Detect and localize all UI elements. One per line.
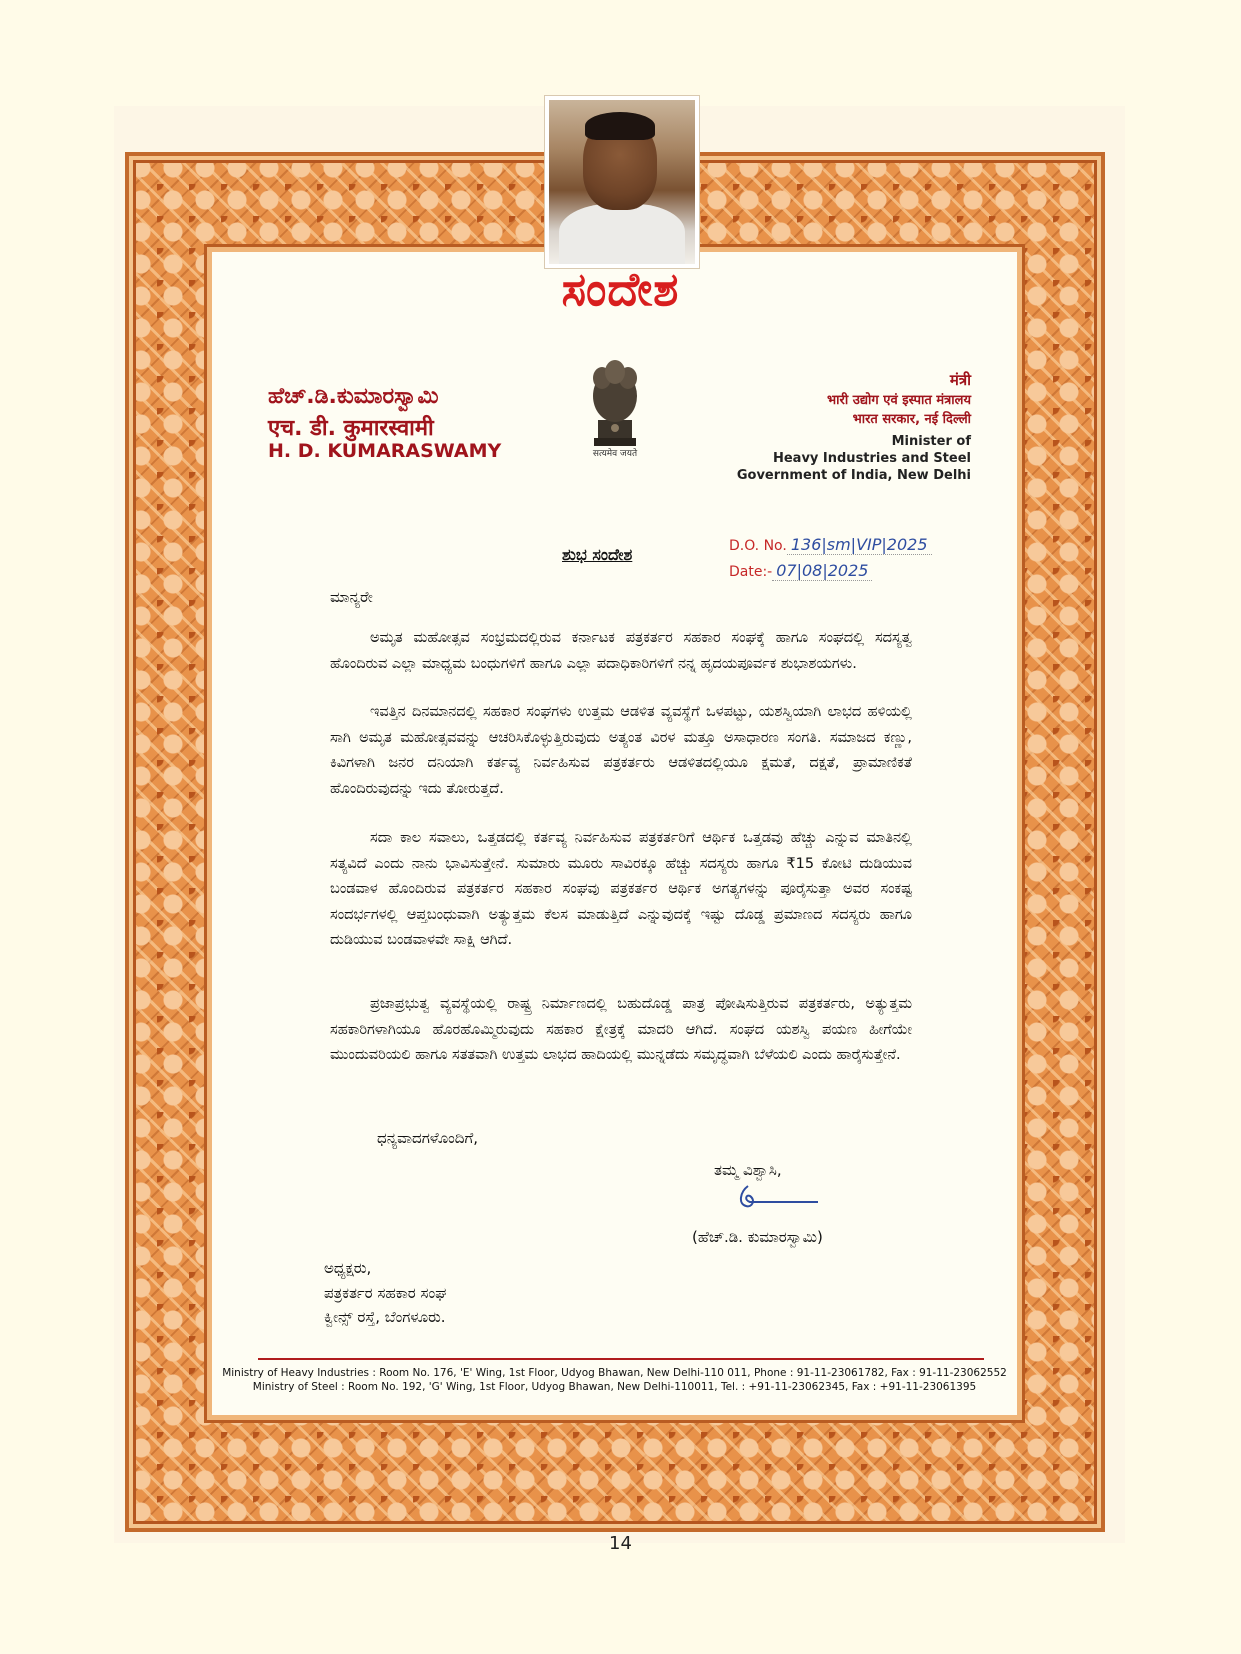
closing-line: ಧನ್ಯವಾದಗಳೊಂದಿಗೆ, [377,1129,478,1147]
paragraph: ಸದಾ ಕಾಲ ಸವಾಲು, ಒತ್ತಡದಲ್ಲಿ ಕರ್ತವ್ಯ ನಿರ್ವಹಿಸುವ ಪತ್ರಕರ್ತರಿಗೆ ಆರ್ಥಿಕ ಒತ್ತಡವು ಹೆಚ್ಚು ಎನ್ನುವ ಮಾತಿನಲ್ಲಿ ಸತ್ಯವಿದೆ ಎಂದು ನಾನು ಭಾವಿಸುತ್ತೇನೆ. ಸುಮಾರು ಮೂರು ಸಾವಿರಕ್ಕೂ ಹೆಚ್ಚು ಸದಸ್ಯರು ಹಾಗೂ ₹15 ಕೋಟಿ ದುಡಿಯುವ ಬಂಡವಾಳ ಹೊಂದಿರುವ ಪತ್ರಕರ್ತರ ಸಹಕಾರ ಸಂಘವು ಪತ್ರಕರ್ತರ ಆರ್ಥಿಕ ಅಗತ್ಯಗಳನ್ನು ಪೂರೈಸುತ್ತಾ ಅವರ ಸಂಕಷ್ಟ ಸಂದರ್ಭಗಳಲ್ಲಿ ಆಪ್ತಬಂಧುವಾಗಿ ಅತ್ಯುತ್ತಮ ಕೆಲಸ ಮಾಡುತ್ತಿದೆ ಎನ್ನುವುದಕ್ಕೆ ಇಷ್ಟು ದೊಡ್ಡ ಪ್ರಮಾಣದ ಸದಸ್ಯರು ಹಾಗೂ ದುಡಿಯುವ ಬಂಡವಾಳವೇ ಸಾಕ್ಷಿ ಆಗಿದೆ. [330,830,912,948]
portrait-photo [545,96,699,268]
footer-address-line: Ministry of Heavy Industries : Room No. 176, 'E' Wing, 1st Floor, Udyog Bhawan, New Delhi-110 011, Phone : 91-11-23061782, Fax : 91-11-23062552 [222,1367,1007,1379]
salutation: ಮಾನ್ಯರೇ [330,588,373,606]
ministry-hindi: भारी उद्योग एवं इस्पात मंत्रालय [827,393,971,408]
sender-name-kannada: ಹೆಚ್.ಡಿ.ಕುಮಾರಸ್ವಾಮಿ [268,384,439,409]
signatory-name: (ಹೆಚ್.ಡಿ. ಕುಮಾರಸ್ವಾಮಿ) [692,1228,823,1246]
date-label: Date:- [729,564,773,580]
footer-divider [258,1358,984,1360]
letter-subject: ಶುಭ ಸಂದೇಶ [562,545,633,564]
footer-address-line: Ministry of Steel : Room No. 192, 'G' Wing, 1st Floor, Udyog Bhawan, New Delhi-110011, Tel. : +91-11-23062345, Fax : +91-11-23061395 [252,1381,977,1393]
do-number [729,535,932,554]
government-english: Government of India, New Delhi [736,468,971,483]
ministry-english: Heavy Industries and Steel [772,451,971,466]
page-heading: ಸಂದೇಶ [561,262,680,316]
sender-name-english: H. D. KUMARASWAMY [268,440,502,462]
sender-name-hindi: एच. डी. कुमारस्वामी [268,416,434,441]
portrait-image [549,100,695,264]
addressee-line: ಪತ್ರಕರ್ತರ ಸಹಕಾರ ಸಂಘ [324,1284,447,1302]
yours-faithfully: ತಮ್ಮ ವಿಶ್ವಾಸಿ, [714,1161,782,1179]
do-value: 136|sm|VIP|2025 [787,535,932,555]
portrait-hair [585,112,655,140]
do-label: D.O. No. [729,538,787,554]
handwritten-signature [730,1182,820,1212]
government-hindi: भारत सरकार, नई दिल्ली [852,412,971,427]
date-value: 07|08|2025 [772,561,872,581]
addressee-line: ಅಧ್ಯಕ್ಷರು, [324,1259,372,1277]
paragraph: ಪ್ರಜಾಪ್ರಭುತ್ವ ವ್ಯವಸ್ಥೆಯಲ್ಲಿ ರಾಷ್ಟ್ರ ನಿರ್ಮಾಣದಲ್ಲಿ ಬಹುದೊಡ್ಡ ಪಾತ್ರ ಪೋಷಿಸುತ್ತಿರುವ ಪತ್ರಕರ್ತರು, ಅತ್ಯುತ್ತಮ ಸಹಕಾರಿಗಳಾಗಿಯೂ ಹೊರಹೊಮ್ಮಿರುವುದು ಸಹಕಾರ ಕ್ಷೇತ್ರಕ್ಕೆ ಮಾದರಿ ಆಗಿದೆ. ಸಂಘದ ಯಶಸ್ವಿ ಪಯಣ ಹೀಗೆಯೇ ಮುಂದುವರಿಯಲಿ ಹಾಗೂ ಸತತವಾಗಿ ಉತ್ತಮ ಲಾಭದ ಹಾದಿಯಲ್ಲಿ ಮುನ್ನಡೆದು ಸಮೃದ್ಧವಾಗಿ ಬೆಳೆಯಲಿ ಎಂದು ಹಾರೈಸುತ್ತೇನೆ. [330,996,912,1063]
paragraph: ಅಮೃತ ಮಹೋತ್ಸವ ಸಂಭ್ರಮದಲ್ಲಿರುವ ಕರ್ನಾಟಕ ಪತ್ರಕರ್ತರ ಸಹಕಾರ ಸಂಘಕ್ಕೆ ಹಾಗೂ ಸಂಘದಲ್ಲಿ ಸದಸ್ಯತ್ವ ಹೊಂದಿರುವ ಎಲ್ಲಾ ಮಾಧ್ಯಮ ಬಂಧುಗಳಿಗೆ ಹಾಗೂ ಎಲ್ಲಾ ಪದಾಧಿಕಾರಿಗಳಿಗೆ ನನ್ನ ಹೃದಯಪೂರ್ವಕ ಶುಭಾಶಯಗಳು. [330,630,912,672]
minister-title-english: Minister of [891,434,971,449]
minister-title-hindi: मंत्री [949,371,971,389]
portrait-shirt [559,204,685,264]
addressee-line: ಕ್ವೀನ್ಸ್ ರಸ್ತೆ, ಬೆಂಗಳೂರು. [324,1308,446,1326]
page-number: 14 [609,1533,632,1554]
letter-date [729,561,872,580]
paragraph: ಇವತ್ತಿನ ದಿನಮಾನದಲ್ಲಿ ಸಹಕಾರ ಸಂಘಗಳು ಉತ್ತಮ ಆಡಳಿತ ವ್ಯವಸ್ಥೆಗೆ ಒಳಪಟ್ಟು, ಯಶಸ್ವಿಯಾಗಿ ಲಾಭದ ಹಳಿಯಲ್ಲಿ ಸಾಗಿ ಅಮೃತ ಮಹೋತ್ಸವವನ್ನು ಆಚರಿಸಿಕೊಳ್ಳುತ್ತಿರುವುದು ಅತ್ಯಂತ ವಿರಳ ಮತ್ತೂ ಅಸಾಧಾರಣ ಸಂಗತಿ. ಸಮಾಜದ ಕಣ್ಣು, ಕಿವಿಗಳಾಗಿ ಜನರ ದನಿಯಾಗಿ ಕರ್ತವ್ಯ ನಿರ್ವಹಿಸುವ ಪತ್ರಕರ್ತರು ಆಡಳಿತದಲ್ಲಿಯೂ ಕ್ಷಮತೆ, ದಕ್ಷತೆ, ಪ್ರಾಮಾಣಿಕತೆ ಹೊಂದಿರುವುದನ್ನು ಇದು ತೋರುತ್ತದೆ. [330,704,912,797]
state-emblem-icon [584,356,646,452]
emblem-motto: सत्यमेव जयते [592,449,638,459]
